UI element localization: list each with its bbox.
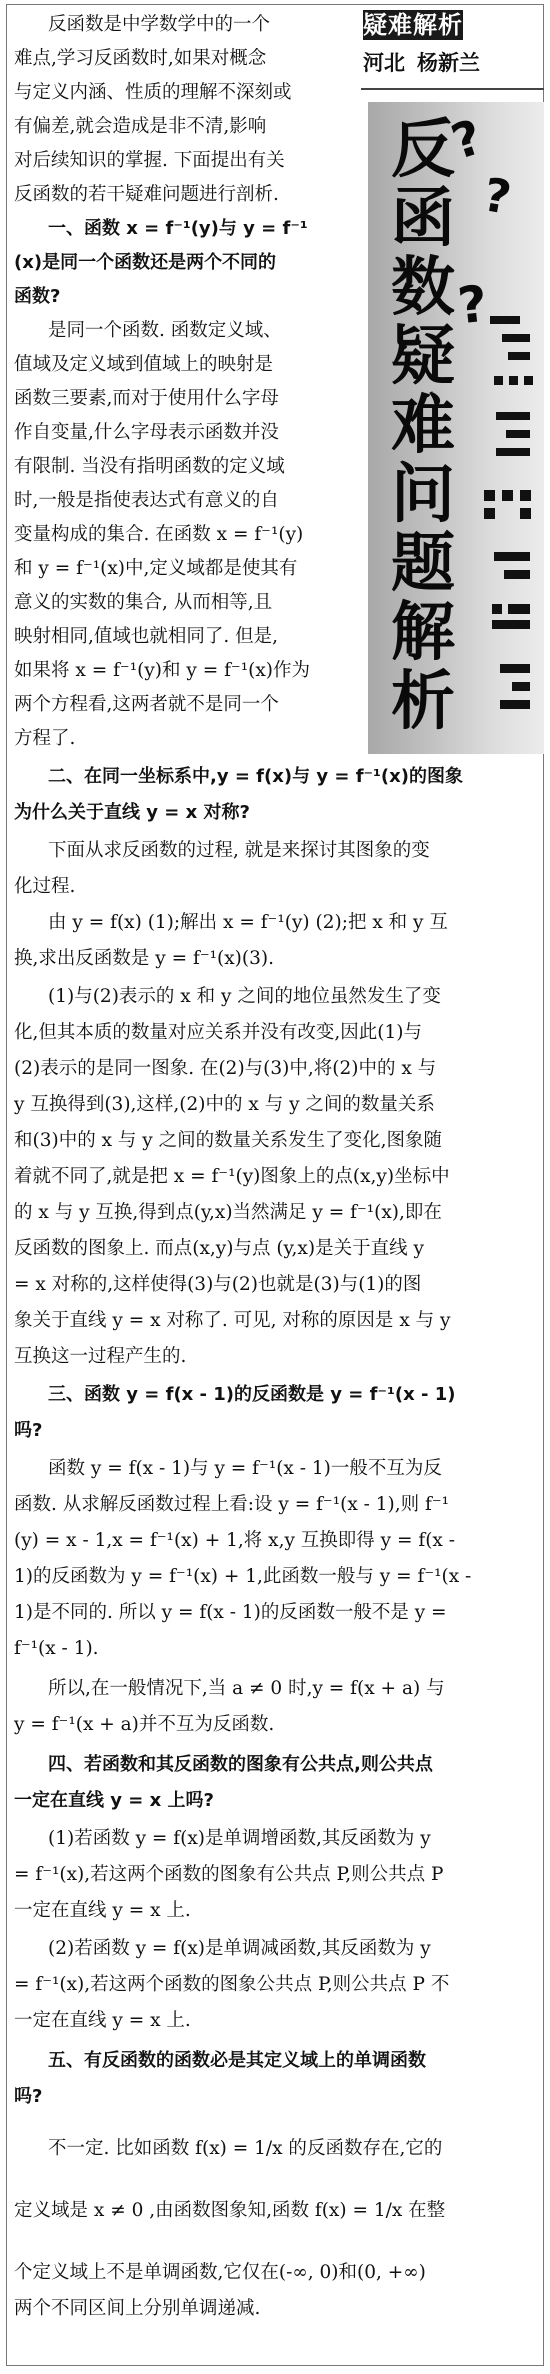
body-text-line: 1)的反函数为 y = f⁻¹(x) + 1,此函数一般与 y = f⁻¹(x - (14, 1566, 472, 1587)
title-char: 解 (391, 596, 455, 670)
body-text-line: 不一定. 比如函数 f(x) = 1/x 的反函数存在,它的 (48, 2138, 443, 2159)
byline (363, 48, 543, 78)
body-text-line: 意义的实数的集合, 从而相等,且 (14, 592, 273, 613)
section-heading-line: 一、函数 x = f⁻¹(y)与 y = f⁻¹ (48, 218, 308, 239)
title-char: 疑 (391, 320, 455, 394)
body-text-line: 难点,学习反函数时,如果对概念 (14, 48, 267, 69)
body-text-line: (2)若函数 y = f(x)是单调减函数,其反函数为 y (48, 1938, 431, 1959)
body-text-line: 个定义域上不是单调函数,它仅在(-∞, 0)和(0, +∞) (14, 2262, 426, 2283)
body-text-line: 如果将 x = f⁻¹(y)和 y = f⁻¹(x)作为 (14, 660, 310, 681)
body-text-line: 函数. 从求解反函数过程上看:设 y = f⁻¹(x - 1),则 f⁻¹ (14, 1494, 450, 1515)
question-mark-icon: ? (479, 167, 516, 225)
body-text-line: 值域及定义域到值域上的映射是 (14, 354, 274, 375)
body-text-line: = f⁻¹(x),若这两个函数的图象公共点 P,则公共点 P 不 (14, 1974, 450, 1995)
body-text-line: 反函数的若干疑难问题进行剖析. (14, 184, 279, 205)
body-text-line: (2)表示的是同一图象. 在(2)与(3)中,将(2)中的 x 与 (14, 1058, 437, 1079)
author-region: 河北 (363, 51, 405, 75)
title-char: 析 (391, 665, 455, 739)
section-heading-line: (x)是同一个函数还是两个不同的 (14, 252, 277, 273)
body-text-line: 互换这一过程产生的. (14, 1346, 187, 1367)
title-char: 反 (391, 113, 455, 187)
body-text-line: 映射相同,值域也就相同了. 但是, (14, 626, 279, 647)
body-text-line: = f⁻¹(x),若这两个函数的图象有公共点 P,则公共点 P (14, 1864, 444, 1885)
title-char: 数 (391, 251, 455, 325)
body-text-line: 反函数是中学数学中的一个 (48, 14, 271, 35)
body-text-line: 与定义内涵、性质的理解不深刻或 (14, 82, 292, 103)
body-text-line: (1)若函数 y = f(x)是单调增函数,其反函数为 y (48, 1828, 431, 1849)
body-text-line: 化过程. (14, 876, 76, 897)
body-text-line: 和(3)中的 x 与 y 之间的数量关系发生了变化,图象随 (14, 1130, 442, 1151)
body-text-line: f⁻¹(x - 1). (14, 1638, 99, 1659)
body-text-line: 反函数的图象上. 而点(x,y)与点 (y,x)是关于直线 y (14, 1238, 424, 1259)
body-text-line: 变量构成的集合. 在函数 x = f⁻¹(y) (14, 524, 304, 545)
title-char: 难 (391, 389, 455, 463)
body-text-line: (1)与(2)表示的 x 和 y 之间的地位虽然发生了变 (48, 986, 441, 1007)
body-text-line: 方程了. (14, 728, 76, 749)
body-text-line: 着就不同了,就是把 x = f⁻¹(y)图象上的点(x,y)坐标中 (14, 1166, 450, 1187)
body-text-line: 化,但其本质的数量对应关系并没有改变,因此(1)与 (14, 1022, 422, 1043)
section-heading-line: 吗? (14, 1420, 43, 1441)
section-heading-line: 三、函数 y = f(x - 1)的反函数是 y = f⁻¹(x - 1) (48, 1384, 456, 1405)
body-text-line: 有偏差,就会造成是非不清,影响 (14, 116, 267, 137)
body-text-line: 1)是不同的. 所以 y = f(x - 1)的反函数一般不是 y = (14, 1602, 447, 1623)
body-text-line: 函数 y = f(x - 1)与 y = f⁻¹(x - 1)一般不互为反 (48, 1458, 442, 1479)
title-char: 函 (391, 182, 455, 256)
body-text-line: = x 对称的,这样使得(3)与(2)也就是(3)与(1)的图 (14, 1274, 422, 1295)
body-text-line: 换,求出反函数是 y = f⁻¹(x)(3). (14, 948, 274, 969)
body-text-line: 一定在直线 y = x 上. (14, 2010, 191, 2031)
section-heading-line: 函数? (14, 286, 61, 307)
body-text-line: 象关于直线 y = x 对称了. 可见, 对称的原因是 x 与 y (14, 1310, 451, 1331)
section-heading-line: 一定在直线 y = x 上吗? (14, 1790, 214, 1811)
article-title (368, 113, 478, 739)
author-name: 杨新兰 (417, 51, 480, 75)
question-mark-icon: ? (455, 274, 490, 336)
body-text-line: 的 x 与 y 互换,得到点(y,x)当然满足 y = f⁻¹(x),即在 (14, 1202, 442, 1223)
body-text-line: 下面从求反函数的过程, 就是来探讨其图象的变 (48, 840, 430, 861)
section-heading-line: 二、在同一坐标系中,y = f(x)与 y = f⁻¹(x)的图象 (48, 766, 463, 787)
question-mark-icon: ? (445, 109, 489, 171)
column-tag: 疑难解析 (363, 11, 463, 39)
body-text-line: (y) = x - 1,x = f⁻¹(x) + 1,将 x,y 互换即得 y = f(x - (14, 1530, 456, 1551)
section-heading-line: 吗? (14, 2086, 43, 2107)
body-text-line: 所以,在一般情况下,当 a ≠ 0 时,y = f(x + a) 与 (48, 1678, 445, 1699)
body-text-line: 作自变量,什么字母表示函数并没 (14, 422, 279, 443)
article-page (6, 4, 544, 2366)
section-heading-line: 为什么关于直线 y = x 对称? (14, 802, 250, 823)
title-char: 问 (391, 458, 455, 532)
body-text-line: 有限制. 当没有指明函数的定义域 (14, 456, 285, 477)
title-char: 题 (391, 527, 455, 601)
byline-divider (361, 88, 544, 90)
body-text-line: 由 y = f(x) (1);解出 x = f⁻¹(y) (2);把 x 和 y 互 (48, 912, 448, 933)
body-text-line: y 互换得到(3),这样,(2)中的 x 与 y 之间的数量关系 (14, 1094, 435, 1115)
body-text-line: 一定在直线 y = x 上. (14, 1900, 191, 1921)
body-text-line: 对后续知识的掌握. 下面提出有关 (14, 150, 285, 171)
body-text-line: 和 y = f⁻¹(x)中,定义域都是使其有 (14, 558, 298, 579)
body-text-line: 函数三要素,而对于使用什么字母 (14, 388, 279, 409)
body-text-line: 是同一个函数. 函数定义域、 (48, 320, 282, 341)
body-text-line: 两个方程看,这两者就不是同一个 (14, 694, 279, 715)
body-text-line: 时,一般是指使表达式有意义的自 (14, 490, 279, 511)
section-heading-line: 四、若函数和其反函数的图象有公共点,则公共点 (48, 1754, 433, 1775)
body-text-line: y = f⁻¹(x + a)并不互为反函数. (14, 1714, 275, 1735)
section-heading-line: 五、有反函数的函数必是其定义域上的单调函数 (48, 2050, 426, 2071)
body-text-line: 定义域是 x ≠ 0 ,由函数图象知,函数 f(x) = 1/x 在整 (14, 2200, 446, 2221)
body-text-line: 两个不同区间上分别单调递减. (14, 2298, 261, 2319)
